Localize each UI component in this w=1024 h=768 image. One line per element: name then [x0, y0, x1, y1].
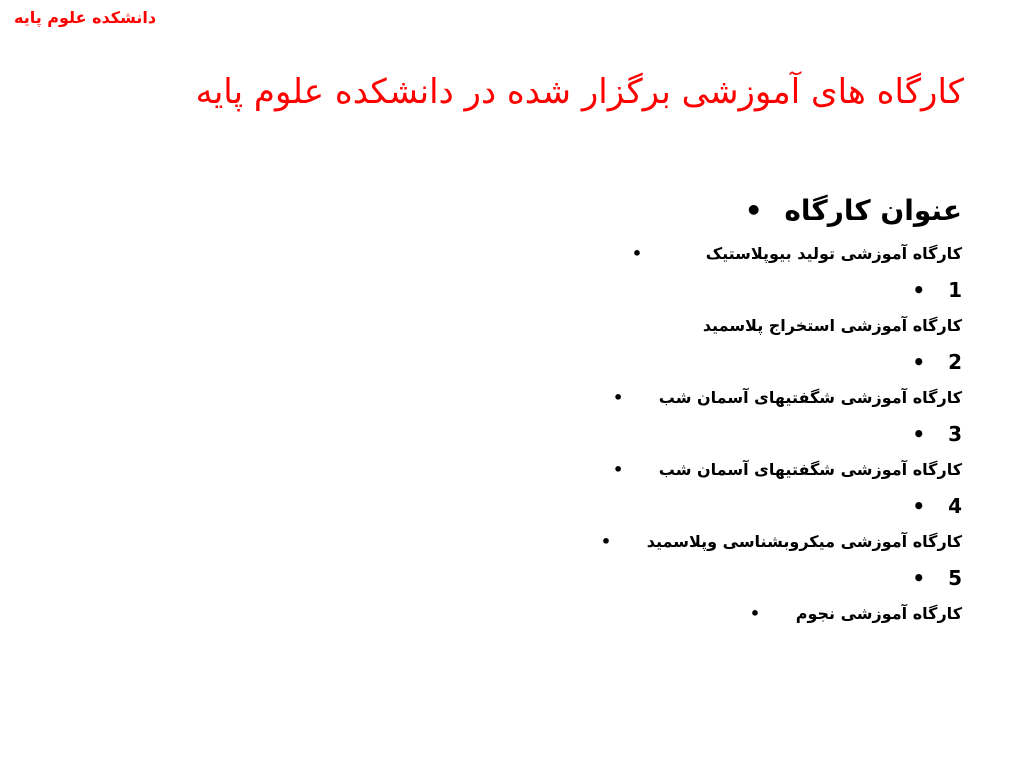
list-item-text: کارگاه آموزشی تولید بیوپلاستیک [705, 244, 962, 263]
list-item [62, 308, 962, 344]
list-item-text: کارگاه آموزشی شگفتیهای آسمان شب [658, 460, 962, 479]
bullet-icon: • [600, 532, 612, 551]
bullet-icon: • [749, 604, 761, 623]
list-item [62, 416, 962, 452]
faculty-header: دانشکده علوم پایه [14, 8, 157, 27]
list-item [62, 236, 962, 272]
list-item-text: کارگاه آموزشی نجوم [795, 604, 962, 623]
list-item-number: 2 [948, 350, 962, 374]
bullet-icon: • [631, 244, 643, 263]
list-heading-text: عنوان کارگاه [784, 194, 962, 227]
list-item-number: 5 [948, 566, 962, 590]
list-item [62, 452, 962, 488]
list-item-text: کارگاه آموزشی میکروبشناسی وپلاسمید [646, 532, 962, 551]
bullet-icon: • [612, 388, 624, 407]
bullet-icon: • [744, 194, 763, 227]
list-item [62, 344, 962, 380]
list-item [62, 524, 962, 560]
bullet-icon: • [912, 566, 926, 590]
list-item-number: 1 [948, 278, 962, 302]
bullet-icon: • [612, 460, 624, 479]
bullet-icon: • [912, 278, 926, 302]
list-item [62, 560, 962, 596]
list-heading [62, 190, 962, 236]
list-item [62, 488, 962, 524]
list-item [62, 596, 962, 632]
workshop-list [62, 190, 962, 632]
slide-title: کارگاه های آموزشی برگزار شده در دانشکده علوم پایه [195, 72, 964, 112]
list-item [62, 380, 962, 416]
bullet-icon: • [912, 494, 926, 518]
list-item-text: کارگاه آموزشی استخراج پلاسمید [702, 316, 962, 335]
list-item-number: 4 [948, 494, 962, 518]
bullet-icon: • [912, 350, 926, 374]
list-item-text: کارگاه آموزشی شگفتیهای آسمان شب [658, 388, 962, 407]
list-item-number: 3 [948, 422, 962, 446]
bullet-icon: • [912, 422, 926, 446]
list-item [62, 272, 962, 308]
